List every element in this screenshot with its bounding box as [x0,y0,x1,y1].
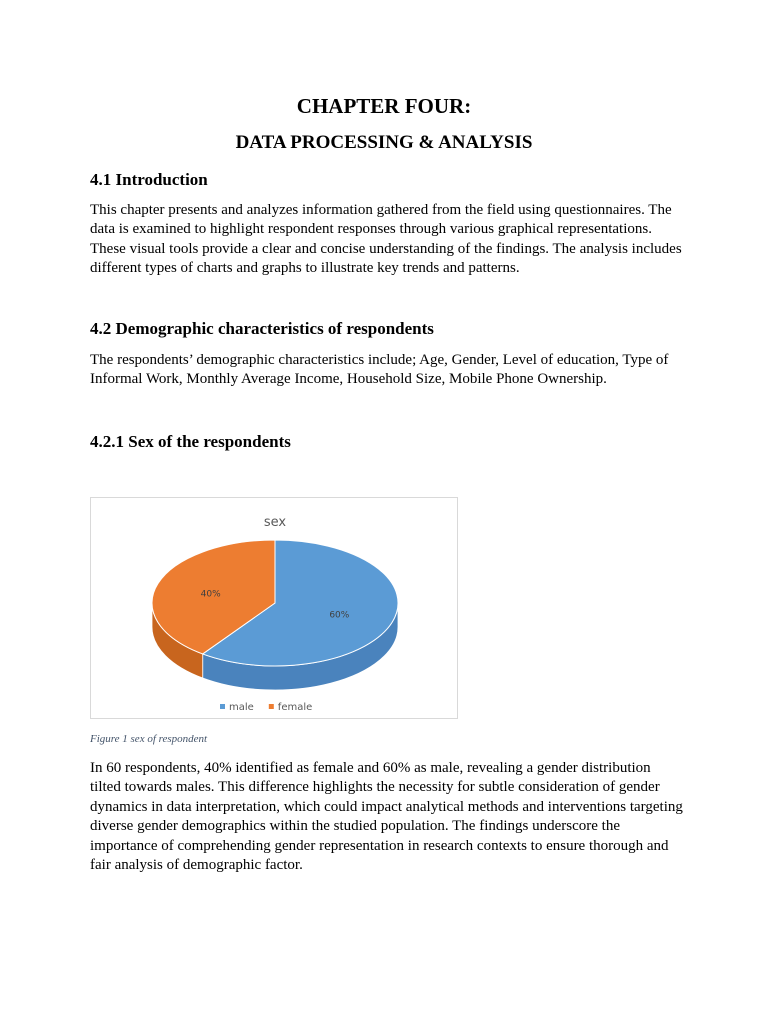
pie-chart-svg [91,498,459,720]
section-heading-sex: 4.2.1 Sex of the respondents [90,432,291,451]
data-label-male: 60% [329,610,350,621]
legend-label-female: female [277,702,313,713]
section-heading-introduction: 4.1 Introduction [90,170,208,189]
legend-label-male: male [229,702,254,713]
section-heading-demographics: 4.2 Demographic characteristics of respondents [90,319,434,338]
legend-swatch-female [269,704,274,709]
sex-pie-chart [90,497,458,719]
chart-title: sex [263,515,287,530]
chapter-subtitle: DATA PROCESSING & ANALYSIS [235,132,533,153]
demographics-paragraph: The respondents’ demographic characteristics include; Age, Gender, Level of education, Type of Informal Work, Monthly Average Income, Household Size, Mobile Phone Ownership. [90,352,669,388]
results-paragraph: In 60 respondents, 40% identified as female and 60% as male, revealing a gender distribution tilted towards males. This difference highlights the necessity for subtle consideration of gender dynamics in data interpretation, which could impact analytical methods and interventions targeting diverse gender demographics within the studied population. The findings underscore the importance of comprehending gender representation in research contexts to ensure thorough and fair analysis of demographic factor. [90,760,683,874]
introduction-paragraph: This chapter presents and analyzes information gathered from the field using questionnaires. The data is examined to highlight respondent responses through various graphical representations. These visual tools provide a clear and concise understanding of the findings. The analysis includes different types of charts and graphs to illustrate key trends and patterns. [90,202,682,277]
data-label-female: 40% [200,589,221,600]
figure-caption: Figure 1 sex of respondent [90,733,208,745]
legend-swatch-male [220,704,225,709]
chapter-title: CHAPTER FOUR: [296,94,472,118]
